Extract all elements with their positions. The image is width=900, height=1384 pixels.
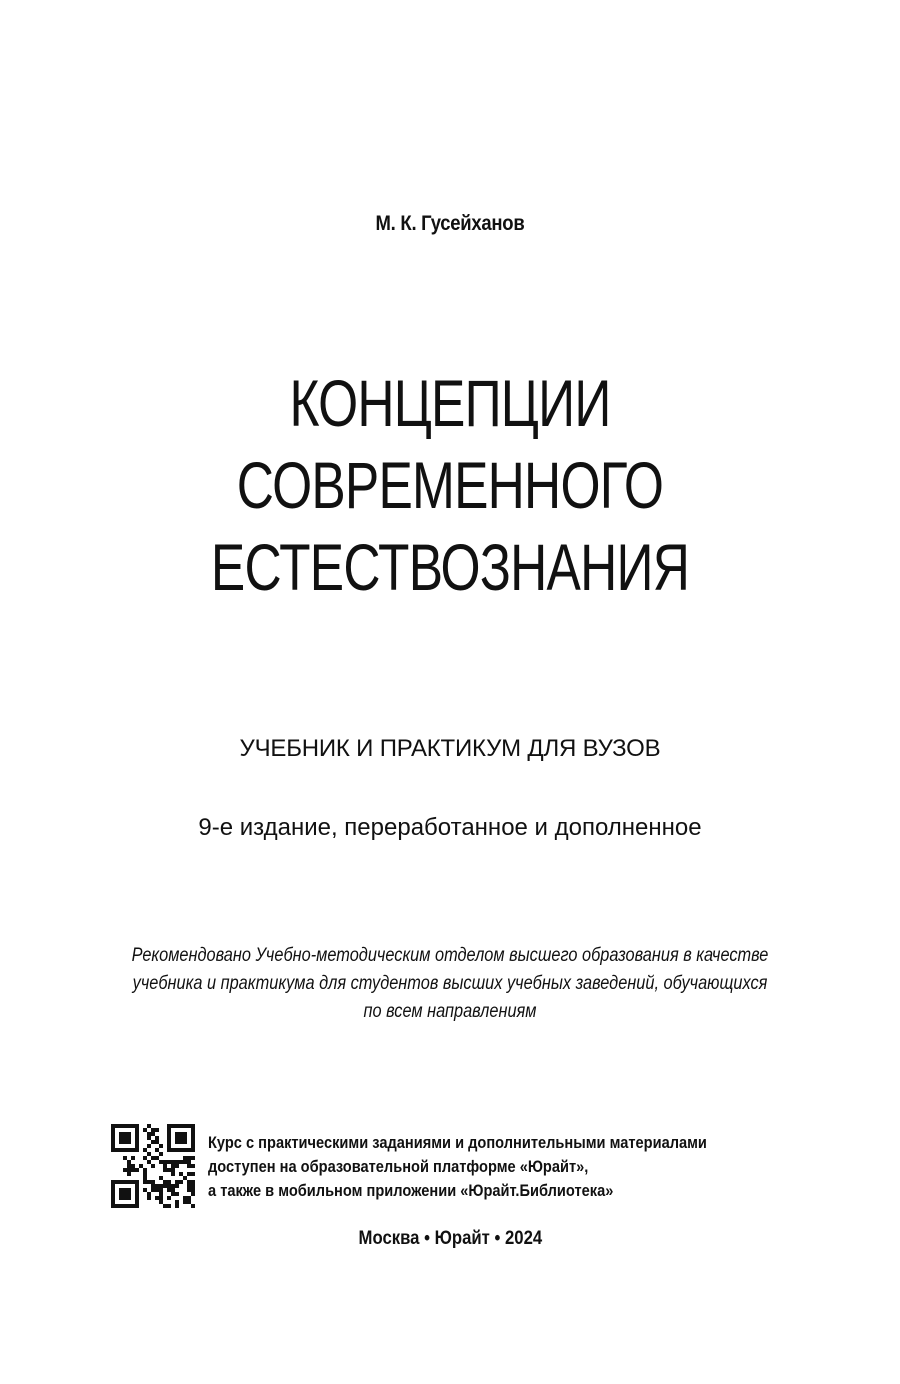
book-subtitle: УЧЕБНИК И ПРАКТИКУМ ДЛЯ ВУЗОВ xyxy=(239,735,661,762)
book-title-line-3: ЕСТЕСТВОЗНАНИЯ xyxy=(210,530,690,604)
book-title-line-1: КОНЦЕПЦИИ xyxy=(289,366,611,440)
recommendation-line-3: по всем направлениям xyxy=(363,1001,537,1022)
course-line-3: а также в мобильном приложении «Юрайт.Библиотека» xyxy=(208,1181,614,1200)
publisher-imprint xyxy=(0,1228,900,1250)
course-info xyxy=(208,1131,848,1203)
course-line-1: Курс с практическими заданиями и дополнительными материалами xyxy=(208,1133,707,1152)
recommendation-line-2: учебника и практикума для студентов высших учебных заведений, обучающихся xyxy=(132,973,768,994)
imprint-text: Москва • Юрайт • 2024 xyxy=(358,1228,542,1249)
author-name: М. К. Гусейханов xyxy=(375,212,525,235)
book-title-line-2: СОВРЕМЕННОГО xyxy=(236,448,664,522)
recommendation-note xyxy=(60,942,840,1026)
recommendation-line-1: Рекомендовано Учебно-методическим отделом высшего образования в качестве xyxy=(131,945,769,966)
qr-code-icon[interactable] xyxy=(111,1124,195,1208)
book-title xyxy=(0,362,900,608)
edition-info: 9-е издание, переработанное и дополненное xyxy=(198,814,702,841)
course-line-2: доступен на образовательной платформе «Юрайт», xyxy=(208,1157,589,1176)
